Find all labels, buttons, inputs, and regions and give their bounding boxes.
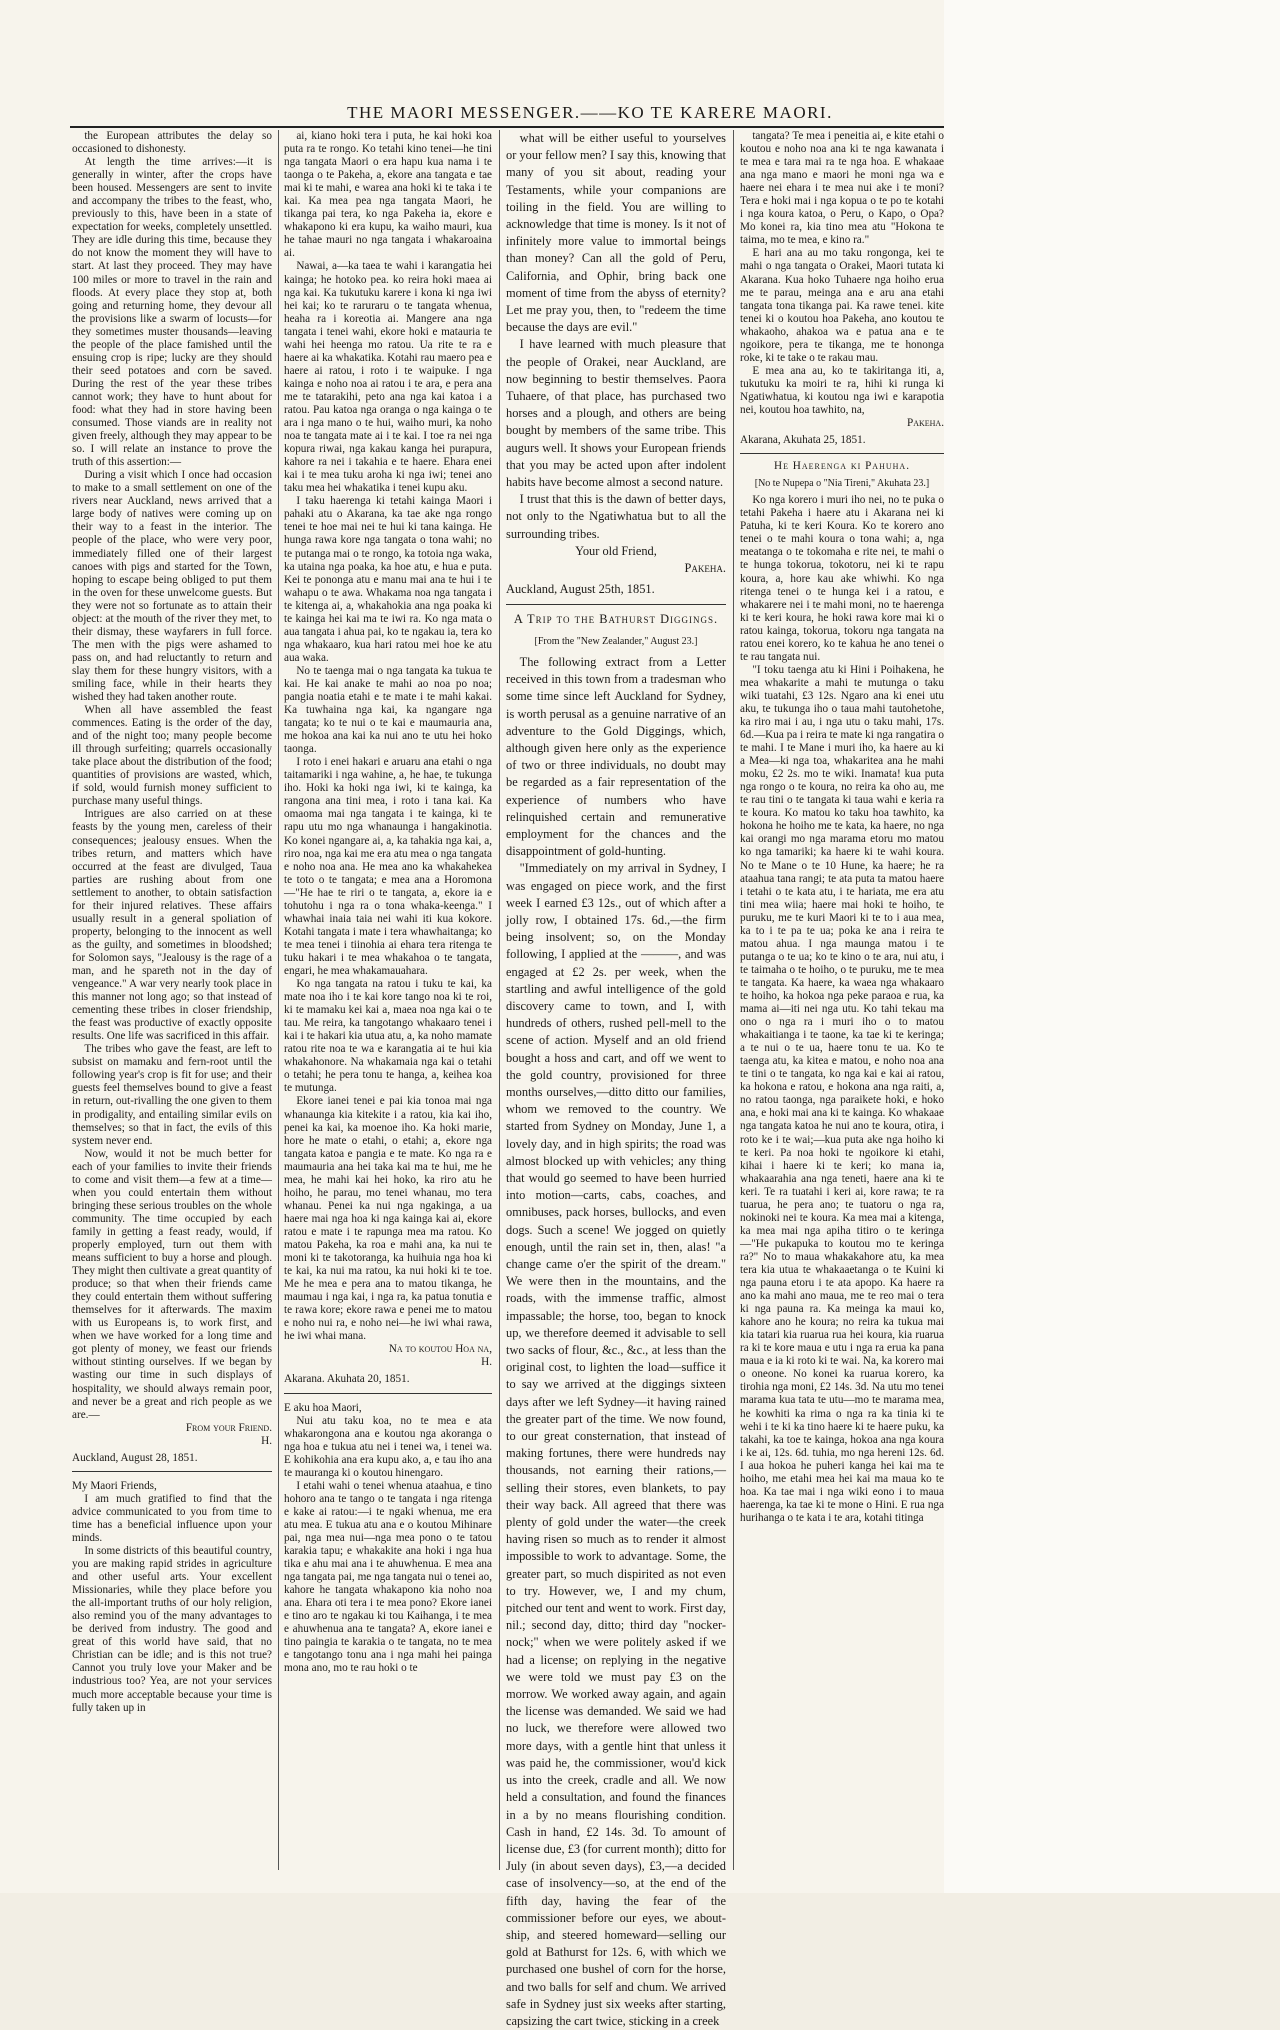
column-4 [740, 130, 944, 1870]
dateline: Auckland, August 25th, 1851. [506, 582, 655, 597]
section-rule [506, 604, 726, 605]
signature-initial: H. [261, 1434, 272, 1447]
paragraph: Nui atu taku koa, no te mea e ata whakarongona ana e koutou nga akoranga o nga hoa e tukua atu nei i tenei wa, i tenei wa. E kohikohia ana era kupu ako, a, e tau iho ana te mauranga ki o koutou hinengaro. [284, 1414, 492, 1479]
paragraph: The following extract from a Letter received in this town from a tradesman who some time since left Auckland for Sydney, is worth perusal as a genuine narrative of an adventure to the Gold Diggings, which, although given here only as the experience of two or three individuals, no doubt may be regarded as a fair representation of the experience of numbers who have relinquished certain and remunerative employment for the chances and the disappointment of gold-hunting. [506, 654, 726, 859]
column-1 [72, 130, 272, 1870]
section-rule [72, 1471, 272, 1472]
section-rule [740, 453, 944, 454]
column-rule [499, 130, 500, 1870]
paragraph: Intrigues are also carried on at these feasts by the young men, careless of their consequences; jealousy ensues. When the tribes return, and matters which have occurred at the feast are divulged, Taua parties are rushing about from one settlement to another, to obtain satisfaction for their injured relatives. These affairs usually result in a general spoliation of property, belonging to the innocent as well as the guilty, and sometimes in bloodshed; for Solomon says, "Jealousy is the rage of a man, and he spareth not in the day of vengeance." A war very nearly took place in this manner not long ago; so that instead of cementing these tribes in closer friendship, the feast was productive of exactly opposite results. One life was sacrificed in this affair. [72, 808, 272, 1043]
column-2 [284, 130, 492, 1870]
paragraph: Ko nga korero i muri iho nei, no te puka o tetahi Pakeha i haere atu i Akarana nei ki Patuha, ki te keri Koura. Ko te korero ano tenei o te mahi koura o tona wahi; a, nga meatanga o te tokomaha e rite nei, te mahi o te hunga tokorua, tokotoru, nei ki te rapu koura, a, hore kau ake whiwhi. Ko nga ritenga tenei o te hunga kei i a ratou, e whakarere nei i te mahi moni, no te haerenga ki te keri koura, he hoki rawa kore mai ki o ratou kainga, tokorua, tokoru nga tangata na ratou enei korero, ko te kahua he ano tenei o te rau tangata nui. [740, 494, 944, 663]
paragraph: I roto i enei hakari e aruaru ana etahi o nga taitamariki i nga wahine, a, he hae, te tukunga iho. Hoki ka hoki nga iwi, ki te kainga, ka rangona ana tini mea, i roto i tana kai. Ka omaoma mai nga tangata i te kainga, ki te rapu utu mo nga whanaunga i hangakinotia. Ko konei ngangare ai, a, ka tahakia nga kai, a, riro noa, nga kai me era atu mea o nga tangata e noho noa ana. He mea ano ka whakahekea te toto o te tangata; e mea ana a Horomona—"He hae te riri o te tangata, a, ekore ia e tohutohu i nga ra o tona whaka-keenga." I whawhai inaia taia nei wahi iti kua kokore. Kotahi tangata i mate i tera whawhaitanga; ko te mea tenei i tiinohia ai ehara tera ritenga te tuku hakari i te mea whakahoa o te tangata, engari, he mea whakamauahara. [284, 756, 492, 977]
paragraph: "Immediately on my arrival in Sydney, I was engaged on piece work, and the first week I earned £3 12s., out of which after a jolly row, I obtained 17s. 6d.,—the firm being insolvent; so, on the Monday following, I applied at the ———, and was engaged at £2 2s. per week, when the startling and awful intelligence of the gold discovery came to town, and I, with hundreds of others, rushed pell-mell to the scene of action. Myself and an old friend bought a hoss and cart, and off we went to the gold country, provisioned for three months ourselves,—ditto ditto our families, whom we removed to the country. We started from Sydney on Monday, June 1, a lovely day, and in high spirits; the road was almost blocked up with vehicles; any thing that would go seemed to have been hurried into motion—carts, cabs, coaches, and omnibuses, pack horses, bullocks, and even dogs. Such a scene! We jogged on quietly enough, until the rain set in, then, alas! "a change came o'er the spirit of the dream." We were then in the mountains, and the roads, with the immense traffic, almost impassable; the horse, too, began to knock up, we therefore deemed it advisable to sell two sacks of flour, &c., &c., at less than the original cost, to lighten the load—suffice it to say we arrived at the diggings sixteen days after we left Sydney—it having rained the greater part of the time. We now found, to our great consternation, that instead of making fortunes, there were hundreds nay thousands, not earning their rations,—selling their stores, even blankets, to pay their way back. All agreed that there was plenty of gold under the water—the creek having risen so much as to render it almost impossible to work to advantage. Some, the greater part, so much dispirited as not even to try. However, we, I and my chum, pitched our tent and went to work. First day, nil.; second day, ditto; third day "nocker-nock;" when we were politely asked if we had a license; on replying in the negative we were told we must pay £3 on the morrow. We worked away again, and again the license was demanded. We said we had no luck, we therefore were allowed two more days, with a gentle hint that unless it was paid he, the commissioner, wou'd kick us into the creek, cradle and all. We now held a consultation, and found the finances in a by no means flourishing condition. Cash in hand, £2 14s. 3d. To amount of license due, £3 (for current month); ditto for July (in about seven days), £3,—a decided case of insolvency—so, at the end of the fifth day, having the fear of the commissioner before our eyes, we about-ship, and steered homeward—selling our gold at Bathurst for 12s. 6, with which we purchased one bushel of corn for the horse, and two balls for self and chum. We arrived safe in Sydney just six weeks after starting, capsizing the cart twice, sticking in a creek [506, 861, 726, 2028]
paragraph: In some districts of this beautiful country, you are making rapid strides in agriculture and other useful arts. Your excellent Missionaries, while they place before you the all-important truths of our holy religion, also remind you of the many advantages to be derived from industry. The good and great of this world have said, that no Christian can be idle; and is this not true? Cannot you truly love your Maker and be industrious too? Yea, are not your services much more acceptable because your time is fully taken up in [72, 1545, 272, 1714]
signature: Pakeha. [684, 561, 726, 576]
dateline: Auckland, August 28, 1851. [72, 1451, 198, 1464]
signature: From your Friend. [185, 1421, 272, 1434]
paragraph: ai, kiano hoki tera i puta, he kai hoki koa puta ra te rongo. Ko tetahi kino tenei—he tini nga tangata Maori o era hapu kua nama i te taonga o te Pakeha, a, ekore ana tangata e tae mai ki te mahi, e warea ana hoki ki te taka i te kai. Ka mea pea nga tangata Maori, he tikanga pai tera, ko nga Pakeha ia, ekore e whakapono ki era kupu, ka waiho mauri, kua he tahae mauri no nga tangata i whakaroaina ai. [284, 130, 492, 260]
article-title: A Trip to the Bathurst Diggings. [513, 612, 719, 627]
paragraph: When all have assembled the feast commences. Eating is the order of the day, and of the night too; many people become ill through surfeiting; quarrels occasionally take place about the distribution of the food; quantities of provisions are wasted, which, if sold, would furnish money sufficient to purchase many useful things. [72, 704, 272, 808]
section-rule [284, 1393, 492, 1394]
paragraph: Now, would it not be much better for each of your families to invite their friends to come and visit them—a few at a time—when you could entertain them without bringing these serious troubles on the whole community. The time occupied by each family in getting a feast ready, would, if properly employed, turn out them with means sufficient to buy a horse and plough. They might then cultivate a great quantity of produce; so that when their friends came they could entertain them without suffering themselves for it afterwards. The maxim with us Europeans is, to work first, and when we have worked for a long time and got plenty of money, we feast our friends without stinting ourselves. If we began by wasting our time in such displays of hospitality, we should always remain poor, and never be a great and rich people as we are.— [72, 1147, 272, 1421]
column-rule [733, 130, 734, 1870]
signature: Pakeha. [906, 417, 944, 430]
page-margin [944, 0, 1280, 1893]
paragraph: The tribes who gave the feast, are left to subsist on mamaku and fern-root until the following year's crop is fit for use; and their guests feel themselves bound to give a feast in return, out-rivalling the one given to them in prodigality, and entailing similar evils on themselves; so that in fact, the evils of this system never end. [72, 1043, 272, 1147]
paragraph: No te taenga mai o nga tangata ka tukua te kai. He kai anake te mahi ao noa po noa; pangia noatia etahi e te mate i te mahi kakai. Ka tuwhaina nga kai, ka ngangare nga tangata; ko te nui o te kai e maumauria ana, me hokoa ana kai ka nui ano te utu hei hoko taonga. [284, 664, 492, 756]
greeting: E aku hoa Maori, [284, 1401, 362, 1414]
paragraph: E hari ana au mo taku rongonga, kei te mahi o nga tangata o Orakei, Maori tutata ki Akarana. Kua hoko Tuhaere nga hoiho erua me te parau, meinga ana e aru ana etahi tangata tona tikanga pai. Ka rawe tenei. kite tenei ki o koutou hoa Pakeha, ano koutou te whakaoho, ahakoa wa e patua ana e te ngoikore, pera te tikanga, me te hononga roke, ki te take o te rakau mau. [740, 247, 944, 364]
paragraph: At length the time arrives:—it is generally in winter, after the crops have been housed. Messengers are sent to invite and accompany the tribes to the feast, who, previously to this, have been in a state of expectation for weeks, completely unsettled. They are idle during this time, because they do not know the moment they will have to start. At last they proceed. They may have 100 miles or more to travel in the rain and floods. At every place they stop at, both going and returning home, they devour all the provisions like a swarm of locusts—for they sometimes muster thousands—leaving the people of the place famished until the ensuing crop is ripe; lucky are they should their seed potatoes and corn be saved. During the rest of the year these tribes cannot work; they have to hunt about for food: what they had in store having been consumed. Those viands are in reality not given freely, although they may appear to be so. I will relate an instance to prove the truth of this assertion:— [72, 156, 272, 469]
paragraph: I am much gratified to find that the advice communicated to you from time to time has a beneficial influence upon your minds. [72, 1492, 272, 1544]
greeting: My Maori Friends, [72, 1479, 157, 1492]
source-note: [From the "New Zealander," August 23.] [534, 635, 698, 647]
closing: Your old Friend, [575, 543, 657, 558]
dateline: Akarana. Akuhata 20, 1851. [284, 1373, 410, 1386]
paragraph: I trust that this is the dawn of better days, not only to the Ngatiwhatua but to all the surrounding tribes. [506, 492, 726, 541]
column-3 [506, 130, 726, 2028]
signature: Na to koutou Hoa na, [388, 1343, 492, 1356]
paragraph: "I toku taenga atu ki Hini i Poihakena, he mea whakarite a mahi te mutunga o taku wiki tuatahi, £3 12s. Ngaro ana ki enei utu aku, te tukunga iho o taua mahi tautohetohe, ka riro mai i au, i nga utu o taku mahi, 17s. 6d.—Kua pa i reira te mate ki nga rangatira o te mahi. I te Mane i muri iho, ka haere au ki a Mea—ki nga toa, whakaritea ana he mahi moku, £2 2s. mo te wiki. Inamata! kua puta nga rongo o te koura, no reira ka oho au, me te rau tini o te tangata ki taua wahi e keria ra te koura. Ko matou ko taku hoa tawhito, ka hokona he hoiho me te kata, ka haere, no nga kai orangi mo nga marama etoru mo matou ko nga tamariki; ka haere ki te wahi koura. No te Mane o te 10 Hune, ka haere; he ra ataahua tana rangi; te ata puta ta matou haere i tetahi o te kata atu, i te hariata, me era atu tini mea wiia; haere mai hoki te hoiho, te puruku, me te kuri Maori ki te to i aua mea, ka to i te pa te ua; poka ke ana i reira te matou ahua. I nga maunga matou i te putanga o te ua; ko te kino o te ara, nui atu, i te taimaha o te hoiho, o te puruku, me te mea te tangata. Ka haere, ka waea nga whakaaro te hoiho, ka hokoa nga peke paraoa e rua, ka mama ai—iti nei nga utu. Ko tahi tekau ma ono o nga ra i muri iho o to matou whakaitianga i te taone, ka tae ki te keringa; a te nui o te ua, haere tonu te ua. Ko te taenga atu, ka kitea e matou, e noho noa ana te tini o te tangata, ko nga kai e kai ai ratou, ka hokona e ratou, e hokona ana nga raiti, a, no ratou taonga, nga paraikete hoki, e hoko ana, e hoki mai ana ki te kainga. Ko whakaae nga tangata katoa he nui ano te koura, otira, i roto ke i te wai;—kua puta ake nga hoiho ki te keri. Pa noa hoki te ngoikore ki etahi, kihai i haere ki te keri; ko mana ia, whakaarahia ana nga teneti, haere ana ki te keri. Te ra tuatahi i keri ai, kore rawa; te ra tuarua, he pera ano; te tuatoru o nga ra, nokinoki nei te koura. Ka mea mai a kitenga, ka mea mai nga apiha titiro o te keringa—"He pukapuka to koutou mo te keringa ra?" No to maua whakakahore atu, ka mea tera kia utua te whakaaetanga o te Kuini ki nga pauna etoru i te ata apopo. Ka haere ra ano ka mahi ano maua, me te reo mai o tera ki nga pauna ra. Ka meinga ka maui ko, kahore ano he koura; no reira ka tukua mai kia tatari kia ruarua rua hei koura, kia ruarua ra ki te kore maua e utu i nga ra erua ka pana maua e ia ki roto ki te wai. Na, ka korero mai o oneone. No konei ka ruarua korero, ka tirohia nga moni, £2 14s. 3d. Na utu mo tenei marama kua tata te utu—mo te marama mea, he kowhiti ka rima o nga ra ka tinia ki te wehi i te ki ka tino haere ki te haere puku, ka takahi, ka toe te kainga, hokoa ana nga koura i ke ai, 12s. 6d. tuhia, mo nga hereni 12s. 6d. I aua hokoa he puheri kanga hei kai ma te hoiho, me etahi mea hei kai ma maua ko te hoa. Ka tae mai i nga wiki eono i to maua haerenga, ka tae ki te mone o Hini. E rua nga hurihanga o te kata i te ara, kotahi titinga [740, 663, 944, 1524]
source-note: [No te Nupepa o "Nia Tireni," Akuhata 23.] [754, 478, 930, 490]
signature-initial: H. [481, 1356, 492, 1369]
paragraph: tangata? Te mea i peneitia ai, e kite etahi o koutou e noho noa ana ki te nga kawanata i te mea e tara mai ra te nga hoa. E whakaae ana nga mano e maori he moni nga wa e haere nei ehara i te mea nui ake i te moni? Tera e hoki mai i nga kopua o te po te kotahi i nga koura katoa, o Peru, o Kapo, o Opa? Mo konei ra, kia tino mea atu "Hokona te taima, mo te mea, e kino ra." [740, 130, 944, 247]
paragraph: E mea ana au, ko te takiritanga iti, a, tukutuku ka moiri te ra, hihi ki runga ki Ngatiwhatua, ki koutou nga iwi e karapotia nei, koutou hoa tawhito, na, [740, 364, 944, 416]
paragraph: Nawai, a—ka taea te wahi i karangatia hei kainga; he hotoko pea. ko reira hoki maea ai nga kai. Ka tukutuku karere i kona ki nga iwi hei kai; ko te raruraru o te tangata whenua, heaha ra i koreotia ai. Mangere ana nga tangata i tenei wahi, ekore hoki e matauria te wahi hei heenga mo ratou. Ua rite te ra e haere ai ka whakatika. Kotahi rau maero pea e haere ai ratou, i roto i te waipuke. I nga kainga e noho noa ai ratou i te ara, e pera ana me te tatarakihi, peto ana nga kai katoa i a ratou. Pau katoa nga oranga o nga kainga o te ara i nga mano o te hui, waiho muri, ka noho noa te tangata mate ai i te kai. I toe ra nei nga kopura riwai, nga kakau kanga hei purapura, kahore ra nei i takahia e te haere. Ehara enei kai i te mea tuku aroha ki nga iwi; tenei ano taku mea hei whakatika i tenei kupu aku. [284, 260, 492, 495]
paragraph: Ekore ianei tenei e pai kia tonoa mai nga whanaunga kia kitekite i a ratou, kia kai iho, penei ka kai, ka moenoe iho. Ka hoki marie, hore he mate o etahi, o etahi; a, ekore nga tangata katoa e pangia e te mate. Ko nga ra e maumauria ana hei taka kai ma te hui, me he mea, he mahi kai hei hoko, ka riro atu he hoiho, he parau, mo tenei whanau, mo tera whanau. Penei ka nui nga ngakinga, a ua haere mai nga hoa ki nga kainga kai ai, ekore ratou e mate i te rapunga mea ma ratou. Ko matou Pakeha, ka roa e mahi ana, ka nui te moni ki te takotoranga, ka huihuia nga hoa ki te kai, ka nui ma ratou, ka nui hoki ki te toe. Me he mea e pera ana to matou tikanga, he maumau i nga kai, i nga ra, ka patua tonutia e te rawa kore; ekore rawa e penei me to matou e noho nui ra, e noho nei—he iwi whai rawa, he iwi whai mana. [284, 1095, 492, 1343]
paragraph: I taku haerenga ki tetahi kainga Maori i pahaki atu o Akarana, ka tae ake nga rongo tenei te hoe mai nei te hui ki tana kainga. He hunga rawa kore nga tangata o tona wahi; no te putanga mai o te rongo, ka totoia nga waka, ka utaina nga poaka, ka hoe atu, e hua e puta. Kei te pononga atu e manu mai ana te hui i te wahapu o te awa. Whakama noa nga tangata i te kitenga ai, a, whakahokia ana nga poaka ki te kainga hei kai ma te iwi ra. Ko nga mata o aua tangata i ahua pai, ko te ngakau ia, tera ko nga whakaaro, kua hari ratou mei hoe ke atu aua waka. [284, 495, 492, 664]
column-rule [278, 130, 279, 1870]
paragraph: I have learned with much pleasure that the people of Orakei, near Auckland, are now beginning to bestir themselves. Paora Tuhaere, of that place, has purchased two horses and a plough, and others are being bought by members of the same tribe. This augurs well. It shows your European friends that you may be acted upon after indolent habits have become almost a second nature. [506, 337, 726, 490]
dateline: Akarana, Akuhata 25, 1851. [740, 434, 866, 447]
paragraph: the European attributes the delay so occasioned to dishonesty. [72, 130, 272, 156]
paragraph: During a visit which I once had occasion to make to a small settlement on one of the rivers near Auckland, news arrived that a large body of natives were coming up on their way to a feast in the interior. The people of the place, who were very poor, immediately filled one of their largest canoes with pigs and started for the Town, hoping to escape being obliged to put them in the oven for these unwelcome guests. But they were not so fortunate as to attain their object: at the mouth of the river they met, to their dismay, these wayfarers in full force. The men with the pigs were ashamed to pass on, and had reluctantly to return and slay them for these hungry visitors, with a smiling face, while in their hearts they wished they had taken another route. [72, 469, 272, 704]
masthead: THE MAORI MESSENGER.——KO TE KARERE MAORI. [347, 103, 833, 122]
article-title: He Haerenga ki Pahuha. [773, 460, 910, 473]
paragraph: Ko nga tangata na ratou i tuku te kai, ka mate noa iho i te kai kore tango noa ki te roi, ki te mamaku kei kai a, maea noa nga kai o te tau. Me reira, ka tangotango whakaaro tenei i kai i te hakari kia utua atu, a, ka noho mamate ratou rite noa te wa e karangatia ai te hui kia whakahonore. Na whakamaia nga kai o tetahi o tetahi; he pera tonu te hanga, a, keihea koa te mutunga. [284, 978, 492, 1095]
paragraph: I etahi wahi o tenei whenua ataahua, e tino hohoro ana te tango o te tangata i nga ritenga e kake ai ratou:—i te ngaki whenua, me era atu mea. E tukua atu ana e o koutou Mihinare pai, nga mea nui—nga mea pono o te tatou karakia tapu; e whakakite ana hoki i nga hua tika e ahu mai ana i te ahuwhenua. E mea ana nga tangata pai, me nga tangata nui o tenei ao, kahore he tangata whakapono kia noho noa ana. Ehara oti tera i te mea pono? Ekore ianei e tino aro te ngakau ki tou Kaihanga, i te mea e ahuwhenua ana te tangata? A, ekore ianei e tino paingia te karakia o te tangata, no te mea e tangotango tonu ana i nga mahi hei painga mona ano, mo te rau hoki o te [284, 1479, 492, 1675]
paragraph: what will be either useful to yourselves or your fellow men? I say this, knowing that many of you sit about, reading your Testaments, while your companions are toiling in the field. You are willing to acknowledge that time is money. Is it not of infinitely more value to immortal beings than money? Can all the gold of Peru, California, and Ophir, bring back one moment of time from the abyss of eternity? Let me pray you, then, to "redeem the time because the days are evil." [506, 131, 726, 335]
